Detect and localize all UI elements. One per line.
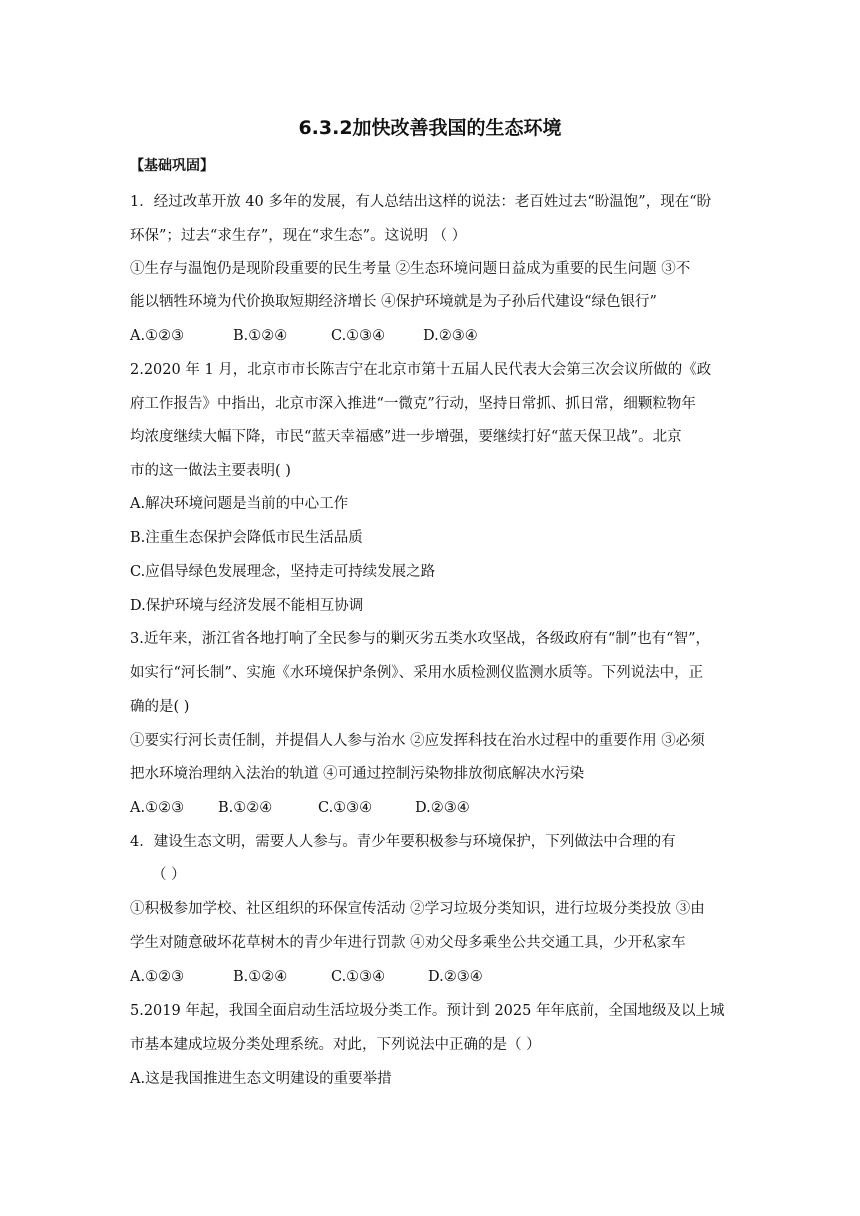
q3-statement-line-1: ①要实行河长责任制，并提倡人人参与治水 ②应发挥科技在治水过程中的重要作用 ③必须	[130, 733, 705, 749]
q2-stem-line-1: 2.2020 年 1 月，北京市市长陈吉宁在北京市第十五届人民代表大会第三次会议所做的《政	[130, 362, 712, 378]
q5-option-a: A.这是我国推进生态文明建设的重要举措	[130, 1071, 392, 1087]
q2-stem-line-4: 市的这一做法主要表明( )	[130, 463, 291, 479]
q1-statement-line-2: 能以牺牲环境为代价换取短期经济增长 ④保护环境就是为子孙后代建设“绿色银行”	[130, 294, 657, 310]
q1-option-b: B.①②④	[233, 328, 288, 344]
q5-stem-line-2: 市基本建成垃圾分类处理系统。对此，下列说法中正确的是（ ）	[130, 1037, 541, 1053]
q4-stem-line-2: （ ）	[152, 867, 186, 883]
q1-statement-line-1: ①生存与温饱仍是现阶段重要的民生考量 ②生态环境问题日益成为重要的民生问题 ③不	[130, 261, 691, 277]
q3-option-b: B.①②④	[218, 800, 273, 816]
q1-option-c: C.①③④	[331, 328, 386, 344]
q4-option-d: D.②③④	[428, 969, 483, 985]
q3-statement-line-2: 把水环境治理纳入法治的轨道 ④可通过控制污染物排放彻底解决水污染	[130, 766, 585, 782]
q2-option-c: C.应倡导绿色发展理念，坚持走可持续发展之路	[130, 564, 436, 580]
q2-option-a: A.解决环境问题是当前的中心工作	[130, 496, 349, 512]
q3-option-d: D.②③④	[415, 800, 470, 816]
q2-option-d: D.保护环境与经济发展不能相互协调	[130, 598, 364, 614]
q2-stem-line-2: 府工作报告》中指出，北京市深入推进“一微克”行动，坚持日常抓、抓日常，细颗粒物年	[130, 396, 696, 412]
q4-options	[130, 967, 730, 987]
q4-option-c: C.①③④	[331, 969, 386, 985]
q3-stem-line-3: 确的是( )	[130, 699, 190, 715]
q4-stem-line-1: 4．建设生态文明，需要人人参与。青少年要积极参与环境保护，下列做法中合理的有	[130, 834, 676, 850]
q3-options	[130, 798, 730, 818]
q4-option-a: A.①②③	[130, 969, 185, 985]
section-heading: 【基础巩固】	[130, 158, 214, 174]
q4-statement-line-1: ①积极参加学校、社区组织的环保宣传活动 ②学习垃圾分类知识，进行垃圾分类投放 ③由	[130, 901, 705, 917]
q5-stem-line-1: 5.2019 年起，我国全面启动生活垃圾分类工作。预计到 2025 年年底前，全国地级及以上城	[130, 1003, 725, 1019]
q3-option-c: C.①③④	[318, 800, 373, 816]
q4-statement-line-2: 学生对随意破坏花草树木的青少年进行罚款 ④劝父母多乘坐公共交通工具，少开私家车	[130, 935, 686, 951]
q3-stem-line-2: 如实行“河长制”、实施《水环境保护条例》、采用水质检测仪监测水质等。下列说法中，正	[130, 665, 704, 681]
q1-stem-line-1: 1．经过改革开放 40 多年的发展，有人总结出这样的说法：老百姓过去“盼温饱”，现在“盼	[130, 194, 712, 210]
q1-option-a: A.①②③	[130, 328, 185, 344]
q1-stem-line-2: 环保”；过去“求生存”，现在“求生态”。这说明 （ ）	[130, 228, 467, 244]
q3-option-a: A.①②③	[130, 800, 185, 816]
q1-option-d: D.②③④	[423, 328, 478, 344]
q3-stem-line-1: 3.近年来，浙江省各地打响了全民参与的剿灭劣五类水攻坚战，各级政府有“制”也有“智”，	[130, 631, 710, 647]
q2-option-b: B.注重生态保护会降低市民生活品质	[130, 530, 363, 546]
page-title: 6.3.2加快改善我国的生态环境	[298, 117, 562, 139]
q1-options	[130, 326, 730, 346]
q2-stem-line-3: 均浓度继续大幅下降，市民“蓝天幸福感”进一步增强，要继续打好“蓝天保卫战”。北京	[130, 429, 682, 445]
q4-option-b: B.①②④	[233, 969, 288, 985]
